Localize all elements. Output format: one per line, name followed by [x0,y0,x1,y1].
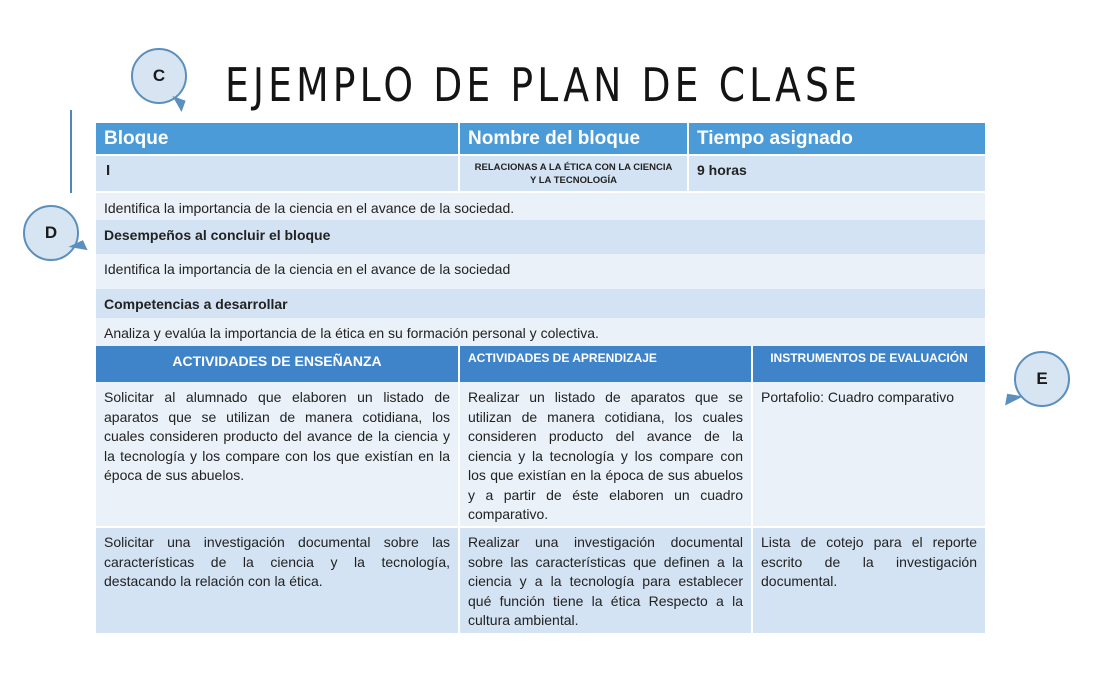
header-tiempo-asignado: Tiempo asignado [689,123,985,154]
marker-d-label: D [44,223,58,242]
marker-c-bubble [131,48,187,104]
vertical-accent-line [70,110,72,193]
proposito-row: Identifica la importancia de la ciencia en el avance de la sociedad. [96,193,985,220]
table-row [96,528,985,633]
page-title: EJEMPLO DE PLAN DE CLASE [224,58,862,112]
header-bloque: Bloque [96,123,460,154]
marker-e-tail [1005,394,1023,409]
header-nombre-bloque: Nombre del bloque [460,123,689,154]
table-header-row [96,123,985,154]
table-row [96,382,985,526]
desempenos-label: Desempeños al concluir el bloque [96,220,985,254]
table-row [96,156,985,191]
tiempo-value: 9 horas [689,156,985,191]
activity-2-instrumentos: Lista de cotejo para el reporte escrito de la investigación documental. [753,528,985,633]
activity-1-aprendizaje: Realizar un listado de aparatos que se utilizan de manera cotidiana, los cuales consideren producto del avance de la ciencia y la tecnología y los compare con los que existían en la época de sus abuelos y a partir de éste elaboren un cuadro comparativo. [460,382,753,526]
desempenos-text: Identifica la importancia de la ciencia en el avance de la sociedad [96,254,985,289]
competencias-text: Analiza y evalúa la importancia de la ética en su formación personal y colectiva. [96,318,985,346]
activity-2-aprendizaje: Realizar una investigación documental sobre las características que definen a la ciencia y a la tecnología para establecer qué función tiene la ética Respecto a la cultura ambiental. [460,528,753,633]
activities-header-row [96,346,985,382]
nombre-bloque-line2: Y LA TECNOLOGÍA [529,175,618,186]
marker-c-label: C [152,66,166,85]
nombre-bloque-line1: RELACIONAS A LA ÉTICA CON LA CIENCIA [474,162,673,173]
header-actividades-ensenanza: ACTIVIDADES DE ENSEÑANZA [96,346,460,382]
competencias-label: Competencias a desarrollar [96,289,985,318]
header-actividades-aprendizaje: ACTIVIDADES DE APRENDIZAJE [460,346,753,382]
header-instrumentos-evaluacion: INSTRUMENTOS DE EVALUACIÓN [753,346,985,382]
activity-1-ensenanza: Solicitar al alumnado que elaboren un listado de aparatos que se utilizan de manera cotidiana, los cuales consideren producto del avance de la ciencia y la tecnología y los compare con los que existían en la época de sus abuelos. [96,382,460,526]
activity-1-instrumentos: Portafolio: Cuadro comparativo [753,382,985,526]
bloque-value: I [96,156,460,191]
nombre-bloque-value [460,156,689,191]
activity-2-ensenanza: Solicitar una investigación documental sobre las características de la ciencia y la tecnología, destacando la relación con la ética. [96,528,460,633]
marker-e-label: E [1036,369,1048,388]
